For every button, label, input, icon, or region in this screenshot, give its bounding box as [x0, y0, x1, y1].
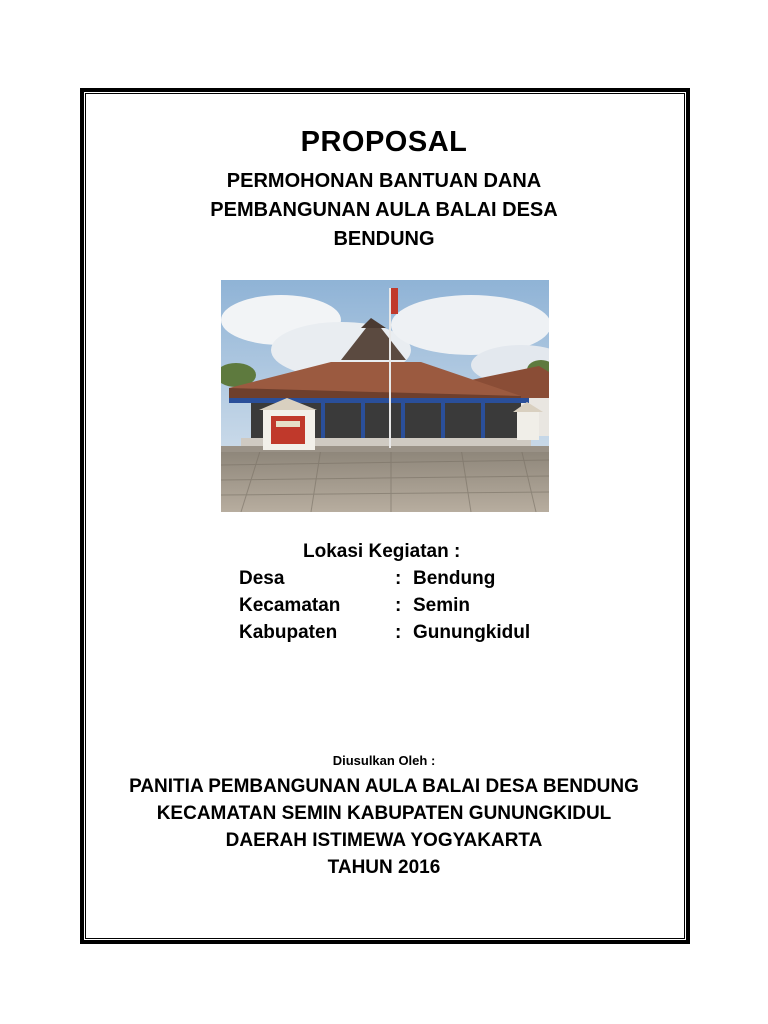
document-title: PROPOSAL — [300, 126, 468, 158]
location-heading: Lokasi Kegiatan : — [303, 541, 461, 562]
proposal-year: TAHUN 2016 — [327, 857, 441, 878]
location-label: Kabupaten — [239, 622, 338, 643]
village-hall-photo — [221, 280, 549, 512]
subtitle-line-2: PEMBANGUNAN AULA BALAI DESA — [210, 199, 558, 221]
subtitle-line-1: PERMOHONAN BANTUAN DANA — [226, 170, 542, 192]
location-label: Desa — [239, 568, 285, 589]
location-label: Kecamatan — [239, 595, 341, 616]
proposer-line-3: DAERAH ISTIMEWA YOGYAKARTA — [225, 830, 543, 851]
location-value: Semin — [413, 595, 471, 616]
location-value: Bendung — [413, 568, 496, 589]
subtitle-line-3: BENDUNG — [333, 228, 435, 250]
proposed-by-label: Diusulkan Oleh : — [332, 753, 436, 768]
location-separator: : — [395, 595, 402, 616]
proposer-line-2: KECAMATAN SEMIN KABUPATEN GUNUNGKIDUL — [156, 803, 612, 824]
location-separator: : — [395, 622, 402, 643]
location-row-kabupaten — [0, 622, 768, 646]
location-separator: : — [395, 568, 402, 589]
location-row-desa — [0, 568, 768, 592]
location-row-kecamatan — [0, 595, 768, 619]
location-value: Gunungkidul — [413, 622, 531, 643]
proposer-line-1: PANITIA PEMBANGUNAN AULA BALAI DESA BENDUNG — [129, 776, 639, 797]
